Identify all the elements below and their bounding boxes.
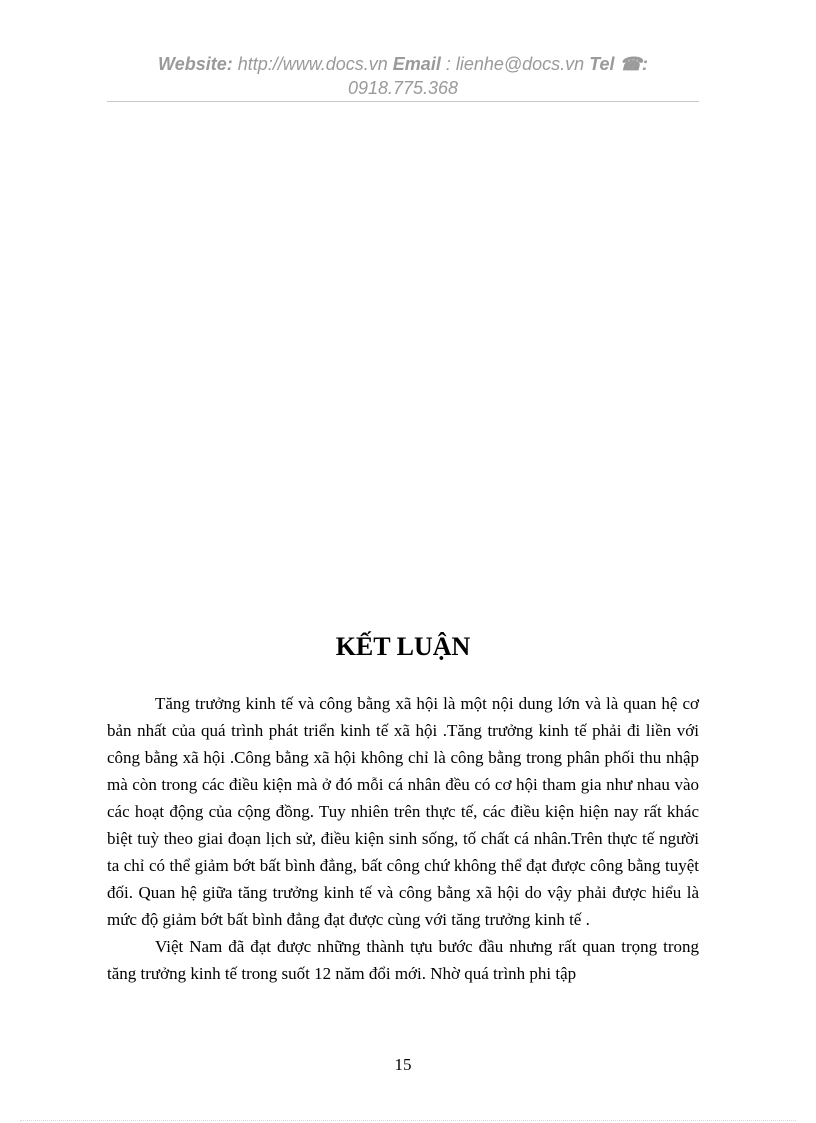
page-bottom-divider bbox=[20, 1120, 796, 1121]
body-text bbox=[107, 690, 699, 987]
paragraph: Tăng trưởng kinh tế và công bằng xã hội là một nội dung lớn và là quan hệ cơ bản nhất của quá trình phát triển kinh tế xã hội .Tăng trưởng kinh tế phải đi liền với công bằng xã hội .Công bằng xã hội không chỉ là công bằng trong phân phối thu nhập mà còn trong các điều kiện mà ở đó mỗi cá nhân đều có cơ hội tham gia như nhau vào các hoạt động của cộng đồng. Tuy nhiên trên thực tế, các điều kiện hiện nay rất khác biệt tuỳ theo giai đoạn lịch sử, điều kiện sinh sống, tố chất cá nhân.Trên thực tế người ta chỉ có thể giảm bớt bất bình đẳng, bất công chứ không thể đạt được công bằng tuyệt đối. Quan hệ giữa tăng trưởng kinh tế và công bằng xã hội do vậy phải được hiểu là mức độ giảm bớt bất bình đẳng đạt được cùng với tăng trưởng kinh tế . bbox=[107, 694, 699, 929]
email-label: Email bbox=[392, 54, 441, 74]
paragraph: Việt Nam đã đạt được những thành tựu bước đầu nhưng rất quan trọng trong tăng trưởng kinh tế trong suốt 12 năm đổi mới. Nhờ quá trình phi tập bbox=[107, 937, 699, 983]
tel-number: 0918.775.368 bbox=[347, 78, 459, 98]
email-address[interactable]: : lienhe@docs.vn bbox=[440, 54, 590, 74]
website-label: Website: bbox=[158, 54, 233, 74]
page-header bbox=[107, 52, 699, 100]
page-number: 15 bbox=[394, 1055, 412, 1074]
website-url[interactable]: http://www.docs.vn bbox=[232, 54, 393, 74]
section-title: KẾT LUẬN bbox=[335, 632, 471, 661]
tel-label: Tel ☎: bbox=[589, 54, 648, 74]
header-divider bbox=[107, 101, 699, 102]
